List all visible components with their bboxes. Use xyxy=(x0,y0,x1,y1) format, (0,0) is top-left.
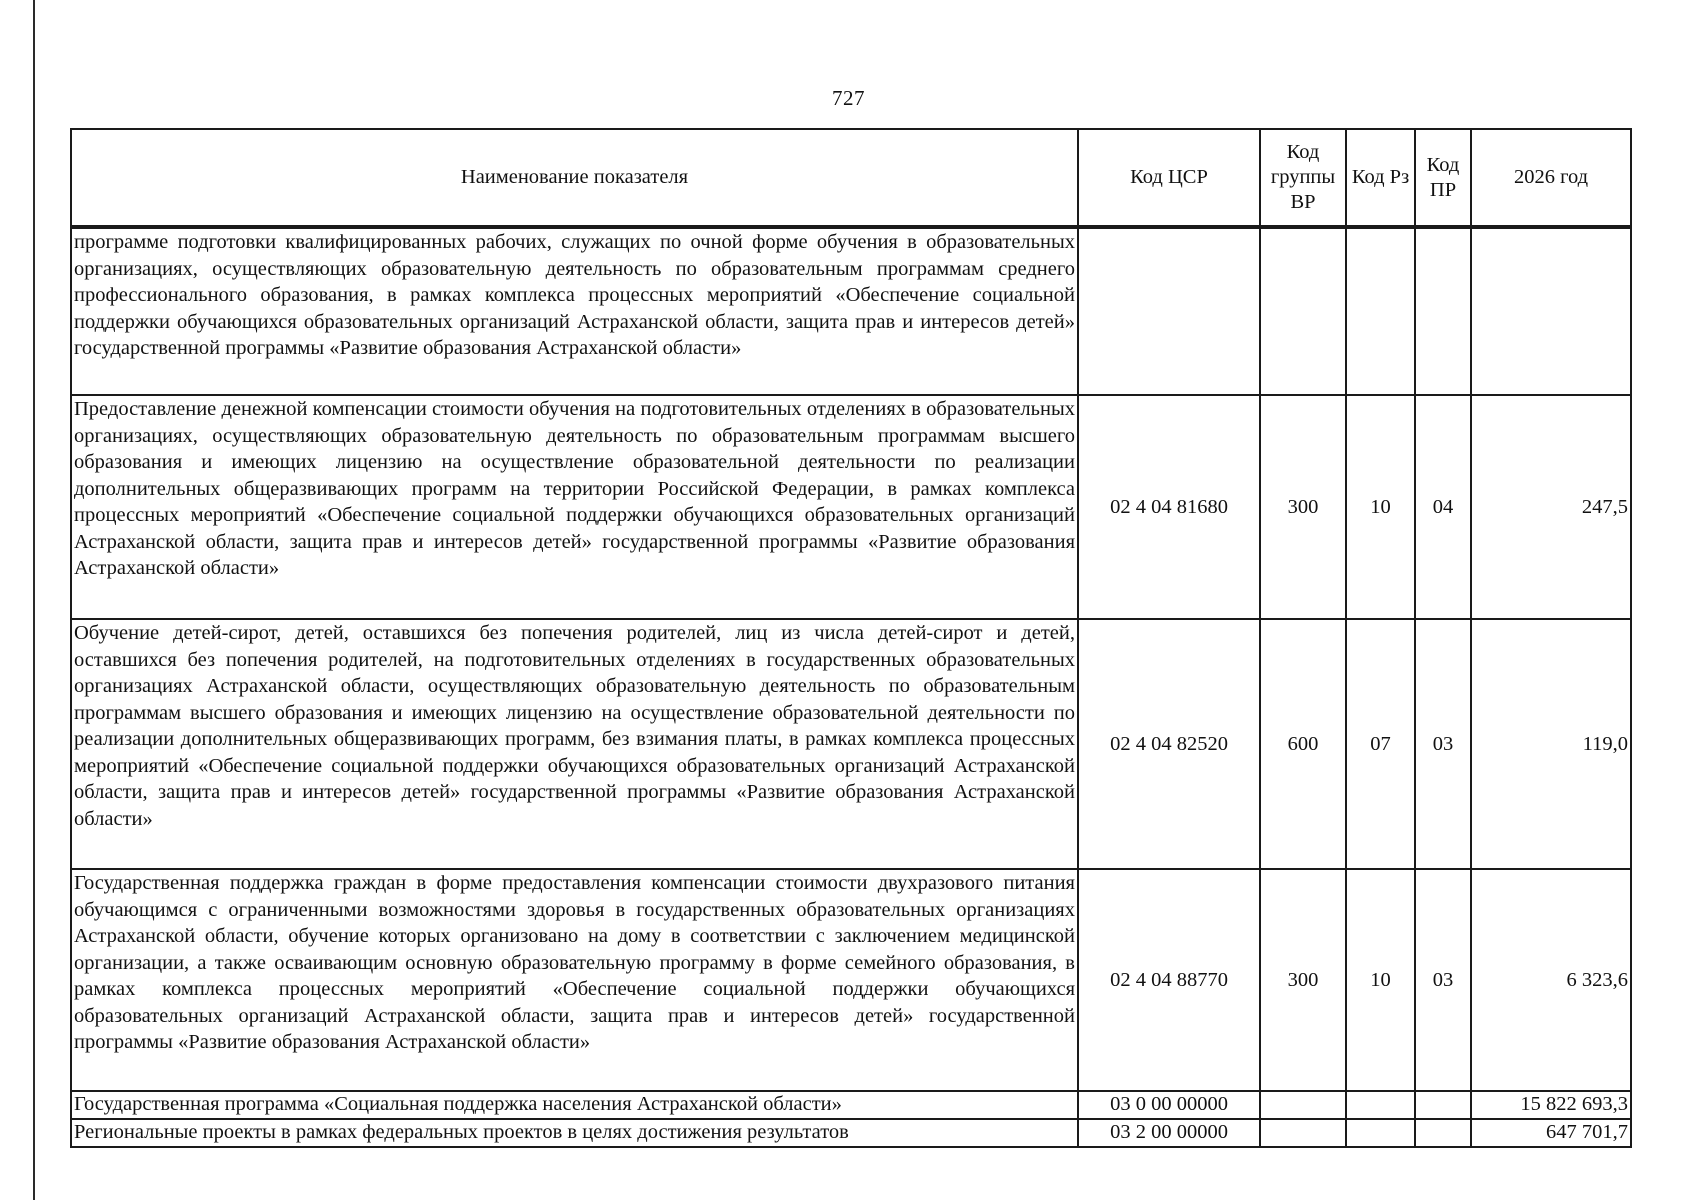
row-amount: 15 822 693,3 xyxy=(1471,1091,1631,1119)
row-vr: 600 xyxy=(1260,619,1346,869)
row-pr: 03 xyxy=(1415,619,1471,869)
header-pr: Код ПР xyxy=(1415,129,1471,227)
row-amount xyxy=(1471,227,1631,395)
row-csr: 02 4 04 81680 xyxy=(1078,395,1260,619)
row-amount: 647 701,7 xyxy=(1471,1119,1631,1147)
table-row xyxy=(71,869,1631,1091)
scan-edge-line xyxy=(33,0,35,1200)
table-row xyxy=(71,1119,1631,1147)
row-name: Государственная программа «Социальная поддержка населения Астраханской области» xyxy=(71,1091,1078,1119)
row-pr xyxy=(1415,227,1471,395)
header-name: Наименование показателя xyxy=(71,129,1078,227)
row-pr: 04 xyxy=(1415,395,1471,619)
header-csr: Код ЦСР xyxy=(1078,129,1260,227)
row-csr: 03 2 00 00000 xyxy=(1078,1119,1260,1147)
budget-table xyxy=(70,128,1632,1148)
table-row xyxy=(71,395,1631,619)
row-rz: 10 xyxy=(1346,395,1415,619)
row-name: программе подготовки квалифицированных рабочих, служащих по очной форме обучения в образовательных организациях, осуществляющих образовательную деятельность по образовательным программам среднего профессионального образования, в рамках комплекса процессных мероприятий «Обеспечение социальной поддержки обучающихся образовательных организаций Астраханской области, защита прав и интересов детей» государственной программы «Развитие образования Астраханской области» xyxy=(71,227,1078,395)
header-rz: Код Рз xyxy=(1346,129,1415,227)
row-rz: 07 xyxy=(1346,619,1415,869)
row-name: Предоставление денежной компенсации стоимости обучения на подготовительных отделениях в образовательных организациях, осуществляющих образовательную деятельность по образовательным программам высшего образования и имеющих лицензию на осуществление образовательной деятельности по реализации дополнительных общеразвивающих программ на территории Российской Федерации, в рамках комплекса процессных мероприятий «Обеспечение социальной поддержки обучающихся образовательных организаций Астраханской области, защита прав и интересов детей» государственной программы «Развитие образования Астраханской области» xyxy=(71,395,1078,619)
row-csr: 03 0 00 00000 xyxy=(1078,1091,1260,1119)
row-pr xyxy=(1415,1091,1471,1119)
row-rz: 10 xyxy=(1346,869,1415,1091)
row-amount: 6 323,6 xyxy=(1471,869,1631,1091)
row-pr: 03 xyxy=(1415,869,1471,1091)
page-number: 727 xyxy=(832,86,865,110)
row-rz xyxy=(1346,1119,1415,1147)
row-rz xyxy=(1346,1091,1415,1119)
row-vr: 300 xyxy=(1260,395,1346,619)
header-year: 2026 год xyxy=(1471,129,1631,227)
row-csr xyxy=(1078,227,1260,395)
row-amount: 247,5 xyxy=(1471,395,1631,619)
row-vr: 300 xyxy=(1260,869,1346,1091)
row-pr xyxy=(1415,1119,1471,1147)
row-rz xyxy=(1346,227,1415,395)
table-row xyxy=(71,1091,1631,1119)
row-name: Обучение детей-сирот, детей, оставшихся без попечения родителей, лиц из числа детей-сирот и детей, оставшихся без попечения родителей, на подготовительных отделениях в государственных образовательных организациях Астраханской области, осуществляющих образовательную деятельность по образовательным программам высшего образования и имеющих лицензию на осуществление образовательной деятельности по реализации дополнительных общеразвивающих программ, без взимания платы, в рамках комплекса процессных мероприятий «Обеспечение социальной поддержки обучающихся образовательных организаций Астраханской области, защита прав и интересов детей» государственной программы «Развитие образования Астраханской области» xyxy=(71,619,1078,869)
row-name: Государственная поддержка граждан в форме предоставления компенсации стоимости двухразового питания обучающимся с ограниченными возможностями здоровья в государственных образовательных организациях Астраханской области, обучение которых организовано на дому в соответствии с заключением медицинской организации, а также осваивающим основную образовательную программу в форме семейного образования, в рамках комплекса процессных мероприятий «Обеспечение социальной поддержки обучающихся образовательных организаций Астраханской области, защита прав и интересов детей» государственной программы «Развитие образования Астраханской области» xyxy=(71,869,1078,1091)
table-header-row xyxy=(71,129,1631,227)
table-row xyxy=(71,227,1631,395)
row-vr xyxy=(1260,1091,1346,1119)
row-name: Региональные проекты в рамках федеральных проектов в целях достижения результатов xyxy=(71,1119,1078,1147)
row-amount: 119,0 xyxy=(1471,619,1631,869)
row-vr xyxy=(1260,1119,1346,1147)
row-csr: 02 4 04 82520 xyxy=(1078,619,1260,869)
row-vr xyxy=(1260,227,1346,395)
header-vr: Код группы ВР xyxy=(1260,129,1346,227)
row-csr: 02 4 04 88770 xyxy=(1078,869,1260,1091)
table-row xyxy=(71,619,1631,869)
